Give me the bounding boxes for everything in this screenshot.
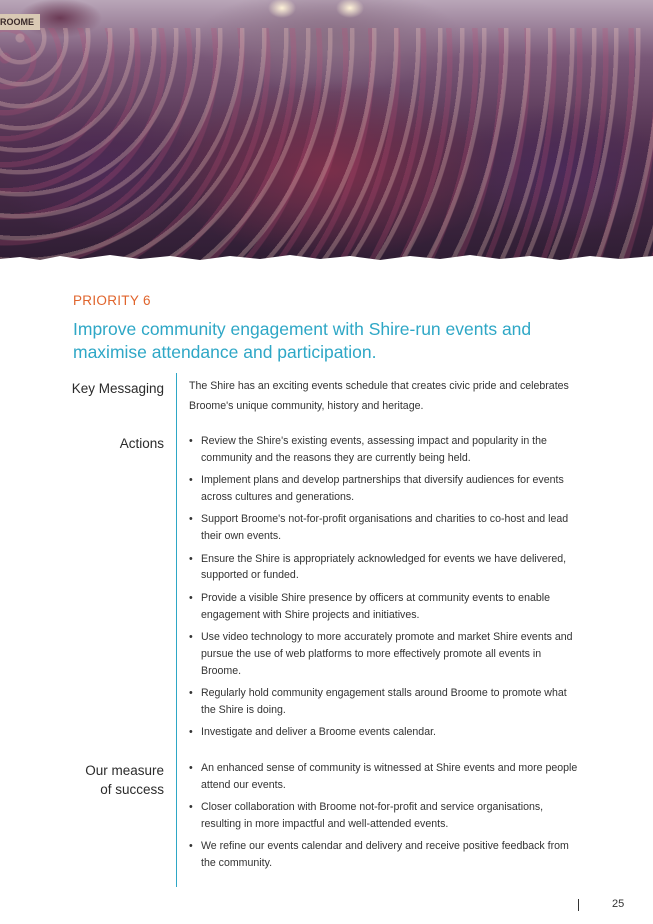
photo-sign-text: ROOME — [0, 17, 35, 27]
priority-label: PRIORITY 6 — [73, 293, 151, 308]
torn-paper-edge — [0, 250, 653, 262]
page-number: 25 — [612, 898, 625, 910]
crowd-texture — [0, 28, 653, 262]
action-item: • Use video technology to more accurately promote and market Shire events and pursue the use of web platforms to more effectively promote all events in Broome. — [189, 629, 584, 679]
measure-item: • We refine our events calendar and delivery and receive positive feedback from the community. — [189, 838, 584, 872]
measure-label-line2: of success — [100, 782, 164, 797]
action-item: • Review the Shire's existing events, assessing impact and popularity in the community and the reasons they are currently being held. — [189, 433, 584, 467]
actions-list — [189, 433, 584, 747]
key-messaging-label: Key Messaging — [71, 381, 164, 396]
measure-list — [189, 760, 584, 878]
page-number-separator — [578, 899, 579, 911]
action-item: • Regularly hold community engagement stalls around Broome to promote what the Shire is doing. — [189, 685, 584, 719]
photo-sign — [0, 14, 40, 30]
section-divider — [176, 373, 177, 887]
measure-of-success-label — [54, 761, 164, 799]
action-item: • Support Broome's not-for-profit organisations and charities to co-host and lead their own events. — [189, 511, 584, 545]
action-item: • Implement plans and develop partnerships that diversify audiences for events across cultures and generations. — [189, 472, 584, 506]
priority-headline: Improve community engagement with Shire-run events and maximise attendance and participation. — [73, 319, 532, 362]
measure-item: • Closer collaboration with Broome not-for-profit and service organisations, resulting in more impactful and well-attended events. — [189, 799, 584, 833]
actions-label: Actions — [119, 436, 164, 451]
action-item: • Investigate and deliver a Broome events calendar. — [189, 724, 584, 741]
hero-photo-crowd — [0, 0, 653, 262]
action-item: • Ensure the Shire is appropriately acknowledged for events we have delivered, supported or funded. — [189, 551, 584, 585]
measure-label-line1: Our measure — [85, 763, 164, 778]
action-item: • Provide a visible Shire presence by officers at community events to enable engagement with Shire projects and initiatives. — [189, 590, 584, 624]
key-messaging-text: The Shire has an exciting events schedule that creates civic pride and celebrates Broome's unique community, history and heritage. — [189, 380, 569, 412]
measure-item: • An enhanced sense of community is witnessed at Shire events and more people attend our events. — [189, 760, 584, 794]
